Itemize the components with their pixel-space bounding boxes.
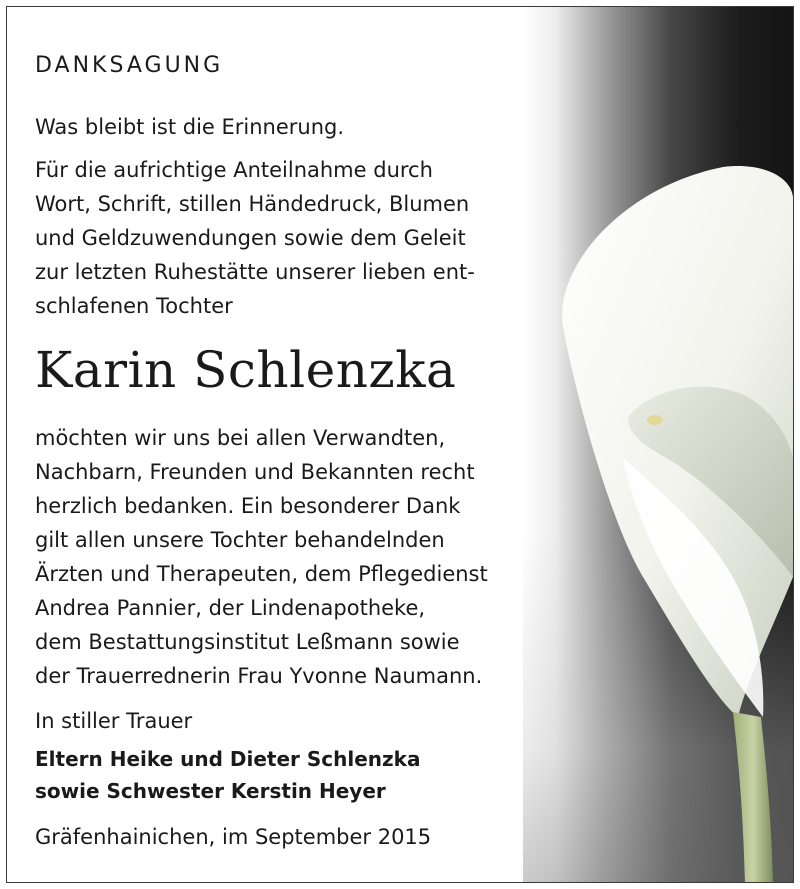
intro-line: und Geldzuwendungen sowie dem Geleit [35, 226, 466, 250]
thanks-line: der Trauerrednerin Frau Yvonne Naumann. [35, 664, 483, 688]
motto: Was bleibt ist die Erinnerung. [35, 115, 345, 139]
signer-line: sowie Schwester Kerstin Heyer [35, 779, 386, 803]
signer-line: Eltern Heike und Dieter Schlenzka [35, 747, 421, 771]
thanks-line: Nachbarn, Freunden und Bekannten recht [35, 460, 475, 484]
deceased-name: Karin Schlenzka [35, 341, 457, 399]
closing-phrase: In stiller Trauer [35, 709, 193, 733]
thanks-line: gilt allen unsere Tochter behandelnden [35, 528, 445, 552]
notice-heading: DANKSAGUNG [35, 53, 224, 78]
thanks-line: dem Bestattungsinstitut Leßmann sowie [35, 630, 460, 654]
lily-stem [733, 712, 773, 883]
intro-line: zur letzten Ruhestätte unserer lieben ent- [35, 260, 475, 284]
thanks-line: möchten wir uns bei allen Verwandten, [35, 426, 446, 450]
place-date: Gräfenhainichen, im September 2015 [35, 825, 432, 849]
intro-line: schlafenen Tochter [35, 294, 233, 318]
thanks-line: Ärzten und Therapeuten, dem Pflegedienst [35, 562, 488, 586]
intro-line: Wort, Schrift, stillen Händedruck, Blumen [35, 192, 470, 216]
thanks-line: Andrea Pannier, der Lindenapotheke, [35, 596, 426, 620]
intro-paragraph [35, 153, 475, 323]
intro-line: Für die aufrichtige Anteilnahme durch [35, 158, 433, 182]
thanks-line: herzlich bedanken. Ein besonderer Dank [35, 494, 461, 518]
lily-spadix [647, 415, 663, 425]
calla-lily-image [533, 157, 793, 883]
thanks-paragraph [35, 421, 488, 693]
signers [35, 743, 420, 807]
notice-frame [6, 6, 794, 883]
